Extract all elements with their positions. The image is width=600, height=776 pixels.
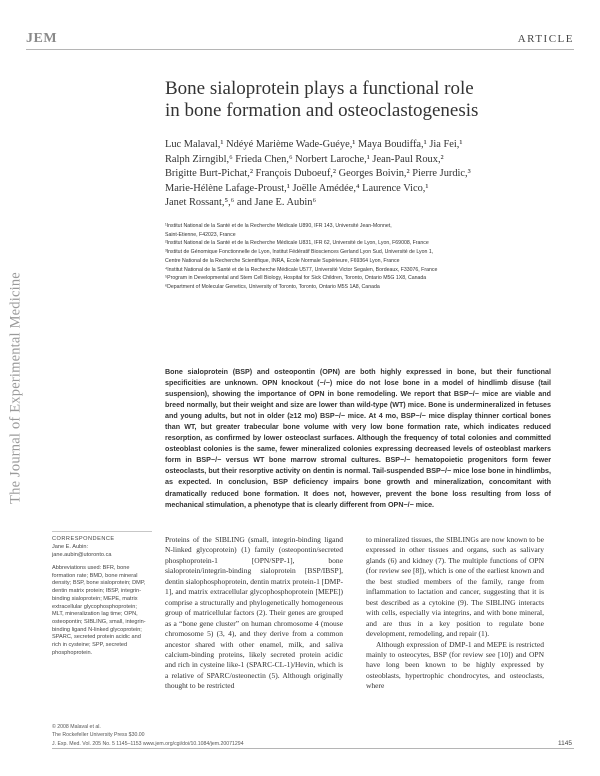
- copyright-line: © 2008 Malaval et al.: [52, 724, 101, 730]
- author-line: Janet Rossant,⁵,⁶ and Jane E. Aubin⁶: [165, 197, 317, 209]
- article-title: [165, 78, 545, 122]
- footer-rule: [52, 748, 574, 749]
- body-paragraph: to mineralized tissues, the SIBLINGs are now known to be expressed in other tissues and organs, such as salivary glands (6) and kidney (7). The multiple functions of OPN (for review see [8]), which is one of the earliest known and the best studied members of the family, range from inflammation to lactation and cancer, suggesting that it is best described as a cytokine (9). The SIBLING interacts with cells, especially via integrins, and with bone mineral, and are thus in a key position to regulate bone development, remodeling, and repair (1).: [366, 535, 544, 639]
- body-paragraph: Proteins of the SIBLING (small, integrin-binding ligand N-linked glycoprotein) (1) family (osteopontin/secreted phosphoprotein-1 [OPN/SPP-1], bone sialoprotein/integrin-binding sialoprotein [BSP/IBSP], dentin sialophosphoprotein, dentin matrix protein-1 [DMP-1], and matrix extracellular glycophosphoprotein [MEPE]) comprise a structurally and phylogenetically homogeneous group of matricellular factors (2). Their genes are grouped as a “bone gene cluster” on human chromosome 4 (mouse chromosome 5) (3, 4), and they derive from a common ancestor shared with other enamel, milk, and saliva calcium-binding proteins, likely secreted protein acidic and rich in cysteine like-1 (SPARC-CL-1)/Hevin, which is a relative of SPARC/osteonectin (5). Although originally thought to be restricted: [165, 535, 343, 691]
- affiliation-line: ³Institut de Génomique Fonctionnelle de Lyon, Institut Fédératif Biosciences Gerland Lyon Sud, Université de Lyon 1,: [165, 249, 434, 256]
- affiliation-line: Centre National de la Recherche Scientifique, INRA, Ecole Normale Supérieure, F69364 Lyon, France: [165, 257, 400, 264]
- affiliation-line: Saint-Etienne, F42023, France: [165, 231, 236, 238]
- page-number: 1145: [558, 740, 572, 747]
- article-type-label: ARTICLE: [517, 33, 574, 45]
- affiliations: [165, 222, 555, 292]
- title-line: Bone sialoprotein plays a functional role: [165, 78, 474, 99]
- correspondence-name: Jane E. Aubin:: [52, 544, 89, 550]
- affiliation-line: ²Institut National de la Santé et de la Recherche Médicale U831, IFR 62, Université de Lyon, Lyon, F69008, France: [165, 240, 429, 247]
- body-column-1: [165, 535, 343, 692]
- author-line: Luc Malaval,¹ Ndéyé Marième Wade-Guéye,¹ Maya Boudiffa,¹ Jia Fei,¹: [165, 139, 463, 150]
- affiliation-line: ⁶Department of Molecular Genetics, University of Toronto, Toronto, Ontario M5S 1A8, Canada: [165, 283, 380, 290]
- sidebar-rule: [52, 531, 152, 532]
- journal-logo: JEM: [26, 31, 58, 46]
- abbreviations: Abbreviations used: BFR, bone formation rate; BMD, bone mineral density; BSP, bone sialoprotein; DMP, dentin matrix protein; IBSP, integrin-binding sialoprotein; MEPE, matrix extracellular glycophosphoprotein; MLT, mineralization lag time; OPN, osteopontin; SIBLING, small, integrin-binding ligand N-linked glycoprotein; SPARC, secreted protein acidic and rich in cysteine; SPP, secreted phosphoprotein.: [52, 565, 146, 656]
- header-rule: [26, 49, 574, 50]
- citation-line[interactable]: J. Exp. Med. Vol. 205 No. 5 1145–1153 www.jem.org/cgi/doi/10.1084/jem.20071294: [52, 741, 244, 747]
- affiliation-line: ⁵Program in Developmental and Stem Cell Biology, Hospital for Sick Children, Toronto, Ontario M5G 1X8, Canada: [165, 275, 427, 282]
- title-line: in bone formation and osteoclastogenesis: [165, 100, 479, 121]
- body-column-2: [366, 535, 544, 692]
- author-list: [165, 138, 550, 211]
- side-journal-name: [4, 258, 28, 518]
- body-paragraph: Although expression of DMP-1 and MEPE is restricted mainly to osteocytes, BSP (for review see [10]) and OPN have long been known to be highly expressed by osteoblasts, hypertrophic chondrocytes, and osteoclasts, where: [366, 639, 544, 691]
- side-journal-name-text: The Journal of Experimental Medicine: [7, 272, 24, 504]
- author-line: Marie-Hélène Lafage-Proust,¹ Joëlle Amédée,⁴ Laurence Vico,¹: [165, 182, 429, 194]
- copyright-notice: [52, 724, 145, 739]
- correspondence-heading: CORRESPONDENCE: [52, 536, 115, 542]
- abstract: Bone sialoprotein (BSP) and osteopontin (OPN) are both highly expressed in bone, but their functional specificities are unknown. OPN knockout (−/−) mice do not lose bone in a model of hindlimb disuse (tail suspension), showing the importance of OPN in bone remodeling. We report that BSP−/− mice are viable and breed normally, but their weight and size are lower than wild-type (WT) mice. Bone is undermineralized in fetuses and young adults, but not in older (≥12 mo) BSP−/− mice. At 4 mo, BSP−/− mice display thinner cortical bones than WT, but greater trabecular bone volume with very low bone formation rate, which indicates reduced resorption, as confirmed by lower osteoclast surfaces. Although the frequency of total colonies and committed osteoblast colonies is the same, fewer mineralized colonies expressing decreased levels of osteoblast markers form in BSP−/− versus WT bone marrow stromal cultures. BSP−/− hematopoietic progenitors form fewer osteoclasts, but their resorptive activity on dentin is normal. Tail-suspended BSP−/− mice lose bone in hindlimbs, as expected. In conclusion, BSP deficiency impairs bone growth and mineralization, concomitant with dramatically reduced bone formation. It does not, however, prevent the bone loss resulting from loss of mechanical stimulation, a phenotype that is clearly different from OPN−/− mice.: [165, 368, 551, 509]
- copyright-line: The Rockefeller University Press $30.00: [52, 731, 145, 738]
- correspondence-block: [52, 535, 152, 559]
- affiliation-line: ⁴Institut National de la Santé et de la Recherche Médicale U577, Université Victor Segalen, Bordeaux, F33076, France: [165, 266, 438, 273]
- author-line: Ralph Zirngibl,⁶ Frieda Chen,⁶ Norbert Laroche,¹ Jean-Paul Roux,²: [165, 153, 444, 165]
- affiliation-line: ¹Institut National de la Santé et de la Recherche Médicale U890, IFR 143, Université Jean-Monnet,: [165, 223, 392, 229]
- correspondence-email[interactable]: jane.aubin@utoronto.ca: [52, 552, 112, 558]
- author-line: Brigitte Burt-Pichat,² François Duboeuf,² Georges Boivin,² Pierre Jurdic,³: [165, 168, 471, 180]
